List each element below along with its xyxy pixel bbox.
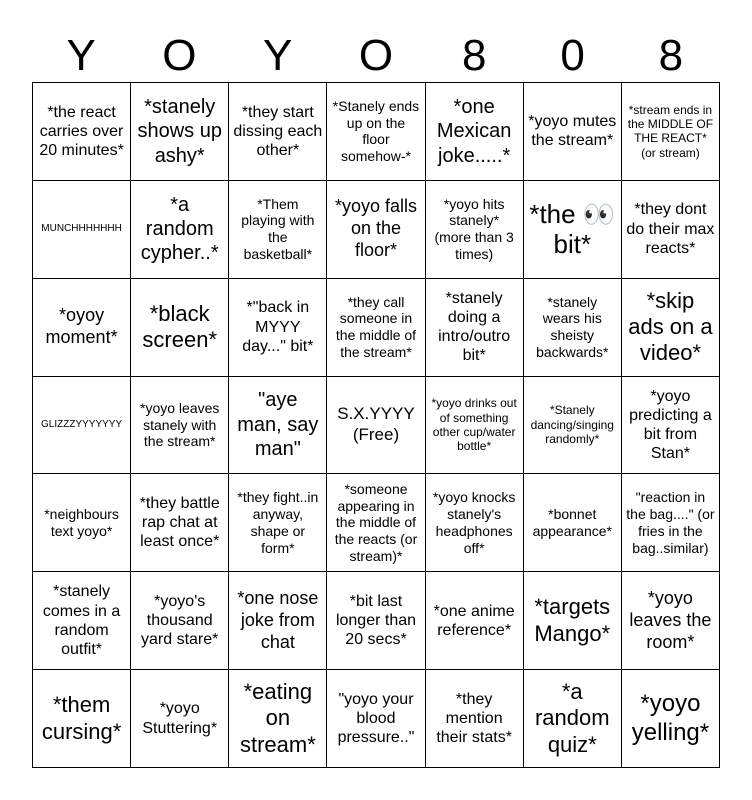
bingo-header [32, 30, 720, 82]
bingo-cell: *black screen* [131, 279, 229, 377]
bingo-cell: *yoyo knocks stanely's headphones off* [426, 474, 524, 572]
header-letter-3: Y [263, 31, 293, 80]
bingo-cell: *they call someone in the middle of the stream* [327, 279, 425, 377]
bingo-cell: *stanely wears his sheisty backwards* [524, 279, 622, 377]
bingo-cell: *"back in MYYY day..." bit* [229, 279, 327, 377]
header-letter-7: 8 [658, 31, 684, 80]
bingo-cell: *stanely doing a intro/outro bit* [426, 279, 524, 377]
bingo-cell: *one anime reference* [426, 572, 524, 670]
bingo-cell: *yoyo hits stanely* (more than 3 times) [426, 181, 524, 279]
bingo-cell: *one Mexican joke.....* [426, 83, 524, 181]
bingo-cell: *eating on stream* [229, 670, 327, 768]
bingo-cell: *the react carries over 20 minutes* [33, 83, 131, 181]
bingo-cell: *they fight..in anyway, shape or form* [229, 474, 327, 572]
bingo-cell: *yoyo drinks out of something other cup/water bottle* [426, 377, 524, 475]
bingo-cell: *yoyo mutes the stream* [524, 83, 622, 181]
bingo-cell: *Them playing with the basketball* [229, 181, 327, 279]
header-letter-1: Y [66, 31, 96, 80]
bingo-cell: *they dont do their max reacts* [622, 181, 720, 279]
bingo-cell: *they start dissing each other* [229, 83, 327, 181]
header-letter-4: O [358, 31, 394, 80]
bingo-cell: *the 👀 bit* [524, 181, 622, 279]
bingo-cell: *someone appearing in the middle of the reacts (or stream)* [327, 474, 425, 572]
bingo-cell: "aye man, say man" [229, 377, 327, 475]
header-letter-6: 0 [560, 31, 585, 80]
bingo-cell: *a random quiz* [524, 670, 622, 768]
bingo-cell: *yoyo falls on the floor* [327, 181, 425, 279]
bingo-cell: *yoyo's thousand yard stare* [131, 572, 229, 670]
bingo-cell: *yoyo leaves the room* [622, 572, 720, 670]
bingo-cell: *skip ads on a video* [622, 279, 720, 377]
bingo-cell: *Stanely ends up on the floor somehow-* [327, 83, 425, 181]
bingo-cell: MUNCHHHHHHH [33, 181, 131, 279]
bingo-cell: "reaction in the bag...." (or fries in the bag..similar) [622, 474, 720, 572]
header-letter-5: 8 [462, 31, 487, 80]
header-letter-2: O [162, 31, 197, 80]
bingo-cell: *they mention their stats* [426, 670, 524, 768]
bingo-cell: *yoyo leaves stanely with the stream* [131, 377, 229, 475]
bingo-cell: "yoyo your blood pressure.." [327, 670, 425, 768]
bingo-cell: *stanely comes in a random outfit* [33, 572, 131, 670]
bingo-cell: *yoyo yelling* [622, 670, 720, 768]
bingo-cell: *a random cypher..* [131, 181, 229, 279]
bingo-cell: *bonnet appearance* [524, 474, 622, 572]
bingo-cell: S.X.YYYY (Free) [327, 377, 425, 475]
bingo-cell: *yoyo Stuttering* [131, 670, 229, 768]
bingo-cell: *they battle rap chat at least once* [131, 474, 229, 572]
bingo-cell: *Stanely dancing/singing randomly* [524, 377, 622, 475]
bingo-cell: *stream ends in the MIDDLE OF THE REACT* (or stream) [622, 83, 720, 181]
bingo-cell: *neighbours text yoyo* [33, 474, 131, 572]
bingo-cell: *bit last longer than 20 secs* [327, 572, 425, 670]
bingo-cell: *yoyo predicting a bit from Stan* [622, 377, 720, 475]
bingo-cell: *oyoy moment* [33, 279, 131, 377]
bingo-cell: GLIZZZYYYYYYY [33, 377, 131, 475]
bingo-cell: *stanely shows up ashy* [131, 83, 229, 181]
bingo-cell: *one nose joke from chat [229, 572, 327, 670]
bingo-cell: *targets Mango* [524, 572, 622, 670]
bingo-board [32, 82, 720, 768]
bingo-cell: *them cursing* [33, 670, 131, 768]
